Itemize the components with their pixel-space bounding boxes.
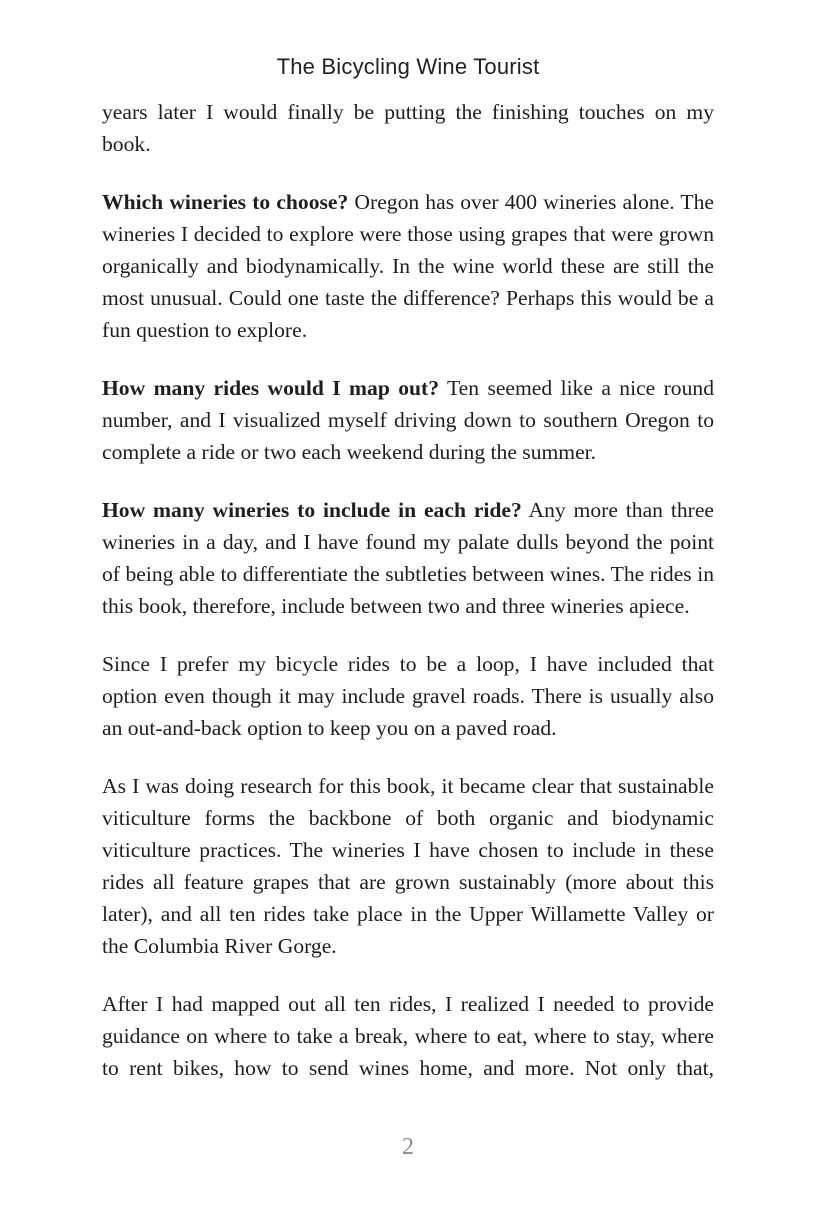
paragraph-text: After I had mapped out all ten rides, I realized I needed to provide guidance on where to take a break, where to eat, where to stay, where to rent bikes, how to send wines home, and more. Not only that,	[102, 992, 714, 1080]
page-number: 2	[402, 1134, 414, 1160]
body-text	[102, 96, 714, 1084]
paragraph-lead: How many wineries to include in each ride?	[102, 498, 522, 522]
paragraph	[102, 988, 714, 1084]
paragraph-text: Ten seemed like a nice round number, and I visualized myself driving down to southern Oregon to complete a ride or two each weekend during the summer.	[102, 376, 714, 464]
paragraph	[102, 372, 714, 468]
paragraph-lead: How many rides would I map out?	[102, 376, 440, 400]
paragraph	[102, 770, 714, 962]
paragraph	[102, 494, 714, 622]
paragraph-text: As I was doing research for this book, it became clear that sustainable viticulture forms the backbone of both organic and biodynamic viticulture practices. The wineries I have chosen to include in these rides all feature grapes that are grown sustainably (more about this later), and all ten rides take place in the Upper Willamette Valley or the Columbia River Gorge.	[102, 774, 714, 958]
paragraph-text: Any more than three wineries in a day, and I have found my palate dulls beyond the point of being able to differentiate the subtleties between wines. The rides in this book, therefore, include between two and three wineries apiece.	[102, 498, 715, 618]
paragraph-text: Oregon has over 400 wineries alone. The wineries I decided to explore were those using grapes that were grown organically and biodynamically. In the wine world these are still the most unusual. Could one taste the difference? Perhaps this would be a fun question to explore.	[102, 190, 714, 342]
paragraph	[102, 648, 714, 744]
paragraph	[102, 186, 714, 346]
paragraph-text: Since I prefer my bicycle rides to be a loop, I have included that option even though it may include gravel roads. There is usually also an out-and-back option to keep you on a paved road.	[102, 652, 714, 740]
paragraph-lead: Which wineries to choose?	[102, 190, 349, 214]
paragraph	[102, 96, 714, 160]
running-header-title: The Bicycling Wine Tourist	[276, 54, 540, 79]
paragraph-text: years later I would finally be putting the finishing touches on my book.	[102, 100, 714, 156]
